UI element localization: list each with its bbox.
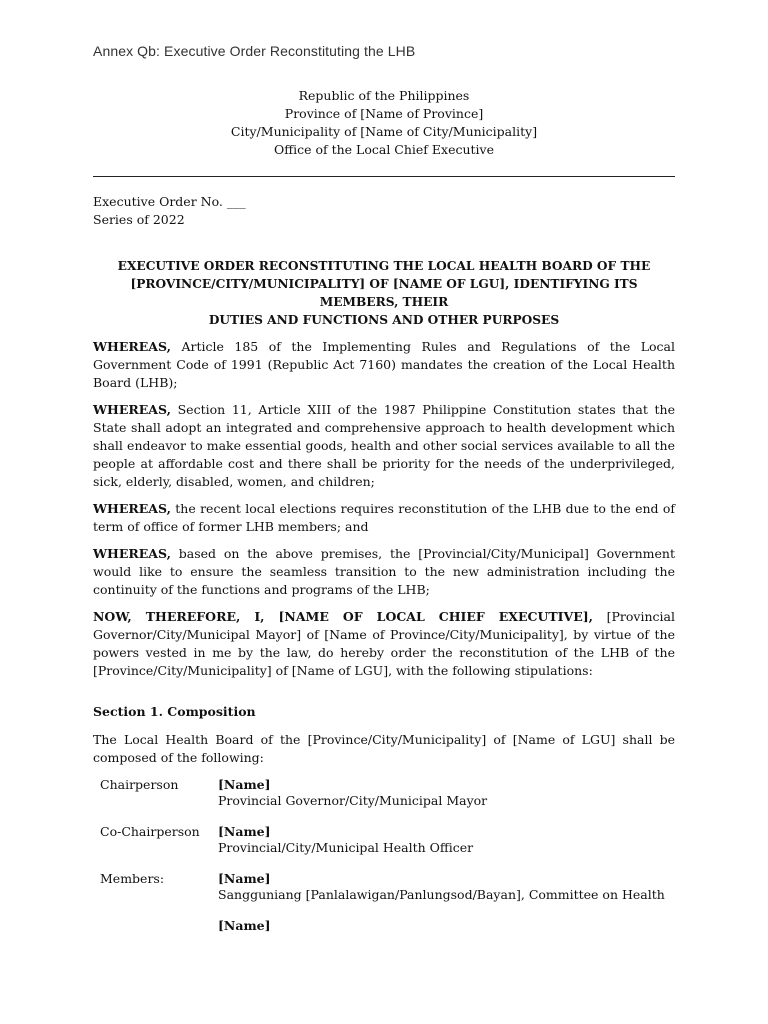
paragraph-lead: WHEREAS,: [93, 546, 171, 561]
letterhead-republic: Republic of the Philippines: [298, 88, 470, 103]
paragraph-text: the recent local elections requires reconstitution of the LHB due to the end of term of office of former LHB members; and: [93, 501, 675, 534]
composition-name: [Name]: [218, 871, 271, 886]
paragraph-text: Section 11, Article XIII of the 1987 Philippine Constitution states that the State shall adopt an integrated and comprehensive approach to health development which shall endeavor to make essential goods, health and other social services available to all the people at affordable cost and there shall be priority for the needs of the underprivileged, sick, elderly, disabled, women, and children;: [93, 402, 675, 489]
letterhead-office: Office of the Local Chief Executive: [273, 142, 495, 157]
paragraph-lead: WHEREAS,: [93, 402, 171, 417]
letterhead-province: Province of [Name of Province]: [284, 106, 484, 121]
whereas-paragraph: [93, 401, 675, 491]
composition-designation: Provincial/City/Municipal Health Officer: [218, 840, 474, 855]
composition-role: Co-Chairperson: [100, 824, 200, 839]
order-number-block: [93, 193, 246, 229]
paragraph-text: based on the above premises, the [Provincial/City/Municipal] Government would like to ensure the seamless transition to the new administration including the continuity of the functions and programs of the LHB;: [93, 546, 675, 597]
composition-name: [Name]: [218, 918, 271, 933]
order-series: Series of 2022: [93, 212, 185, 227]
whereas-paragraph: [93, 338, 675, 392]
composition-name: [Name]: [218, 824, 271, 839]
composition-designation: Sangguniang [Panlalawigan/Panlungsod/Bayan], Committee on Health: [218, 887, 665, 902]
composition-role: Members:: [100, 871, 165, 886]
order-title-line: [PROVINCE/CITY/MUNICIPALITY] OF [NAME OF LGU], IDENTIFYING ITS MEMBERS, THEIR: [130, 277, 638, 309]
paragraph-text: Article 185 of the Implementing Rules and Regulations of the Local Government Code of 1991 (Republic Act 7160) mandates the creation of the Local Health Board (LHB);: [93, 339, 675, 390]
now-therefore-paragraph: [93, 608, 675, 680]
section-1-intro: The Local Health Board of the [Province/City/Municipality] of [Name of LGU] shall be composed of the following:: [93, 732, 675, 765]
annex-header: Annex Qb: Executive Order Reconstituting the LHB: [93, 43, 416, 59]
paragraph-lead: WHEREAS,: [93, 501, 171, 516]
order-title: [93, 257, 675, 329]
composition-role: Chairperson: [100, 777, 179, 792]
composition-designation: Provincial Governor/City/Municipal Mayor: [218, 793, 488, 808]
composition-name: [Name]: [218, 777, 271, 792]
order-number: Executive Order No. ___: [93, 194, 246, 209]
paragraph-lead: WHEREAS,: [93, 339, 171, 354]
section-1-title: Section 1. Composition: [93, 704, 256, 719]
header-divider: [93, 176, 675, 177]
whereas-paragraph: [93, 545, 675, 599]
order-title-line: EXECUTIVE ORDER RECONSTITUTING THE LOCAL HEALTH BOARD OF THE: [117, 259, 651, 273]
paragraph-lead: NOW, THEREFORE, I, [NAME OF LOCAL CHIEF EXECUTIVE],: [93, 609, 594, 624]
order-title-line: DUTIES AND FUNCTIONS AND OTHER PURPOSES: [208, 313, 560, 327]
letterhead: [93, 87, 675, 159]
preamble: [93, 338, 675, 680]
paragraph-text: [Provincial Governor/City/Municipal Mayor] of [Name of Province/City/Municipality], by virtue of the powers vested in me by the law, do hereby order the reconstitution of the LHB of the [Province/City/Municipality] of [Name of LGU], with the following stipulations:: [93, 609, 675, 678]
whereas-paragraph: [93, 500, 675, 536]
letterhead-city: City/Municipality of [Name of City/Municipality]: [230, 124, 538, 139]
